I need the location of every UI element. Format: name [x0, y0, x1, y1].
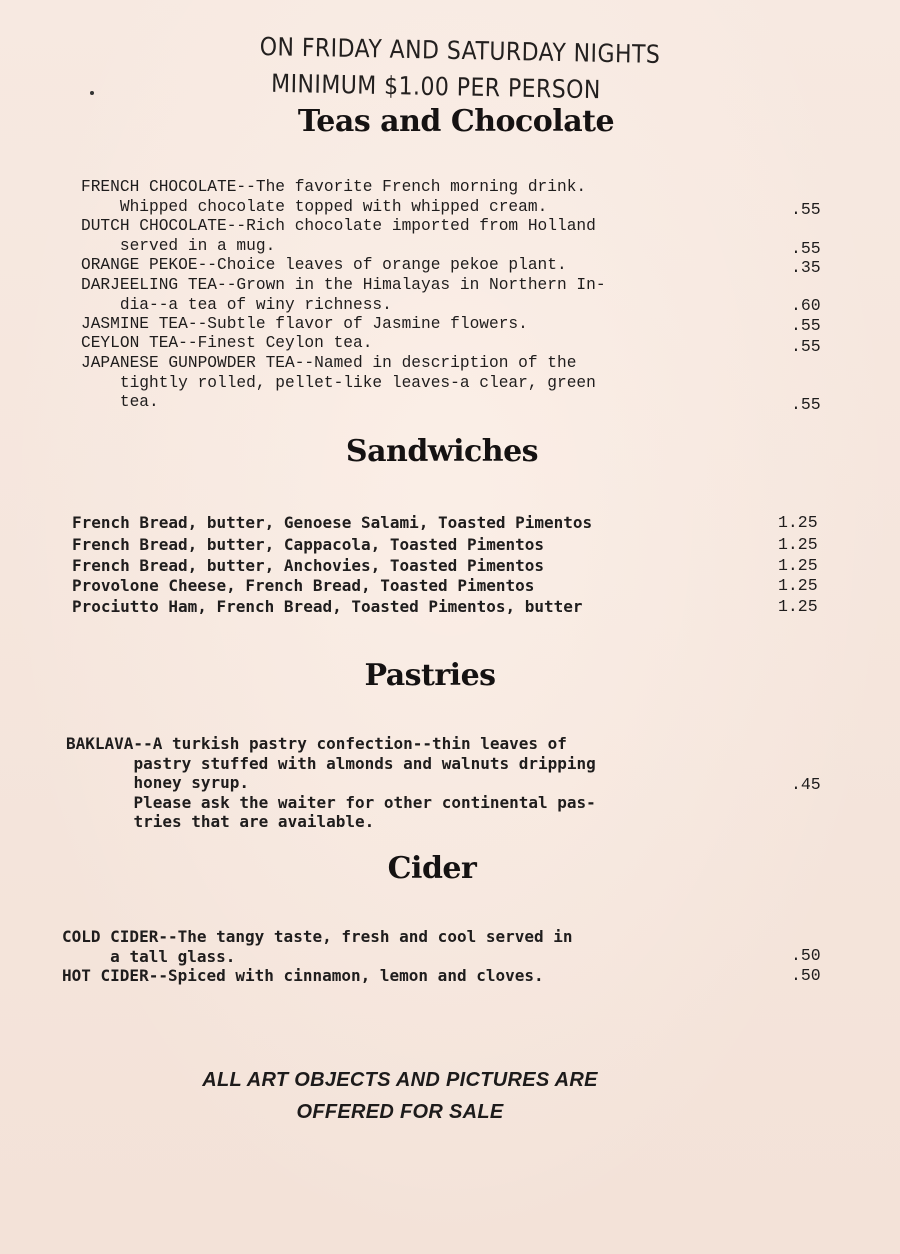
- minimum-notice-line2: MINIMUM $1.00 PER PERSON: [270, 68, 602, 105]
- ink-dot: [90, 91, 94, 95]
- price-japanese-gunpowder-tea: .55: [791, 395, 821, 414]
- menu-item-jasmine-tea: JASMINE TEA--Subtle flavor of Jasmine flowers.: [81, 315, 528, 333]
- price-anchovies: 1.25: [778, 556, 818, 575]
- minimum-notice-line1: ON FRIDAY AND SATURDAY NIGHTS: [259, 32, 661, 69]
- price-jasmine-tea: .55: [791, 316, 821, 335]
- menu-item-darjeeling-tea: DARJEELING TEA--Grown in the Himalayas in Northern In- dia--a tea of winy richness.: [81, 276, 606, 314]
- footer-line2: OFFERED FOR SALE: [296, 1101, 504, 1123]
- menu-item-baklava: BAKLAVA--A turkish pastry confection--thin leaves of pastry stuffed with almonds and walnuts dripping honey syrup. Please ask the waiter for other continental pas- tries that are available.: [66, 734, 596, 831]
- price-genoese-salami: 1.25: [778, 513, 818, 532]
- price-provolone: 1.25: [778, 576, 818, 595]
- section-title-cider: Cider: [387, 851, 477, 886]
- footer-line1: ALL ART OBJECTS AND PICTURES ARE: [202, 1069, 598, 1091]
- menu-item-japanese-gunpowder-tea: JAPANESE GUNPOWDER TEA--Named in description of the tightly rolled, pellet-like leaves-a clear, green tea.: [81, 354, 596, 411]
- sandwich-provolone: Provolone Cheese, French Bread, Toasted Pimentos: [72, 576, 535, 595]
- price-dutch-chocolate: .55: [791, 239, 821, 258]
- section-title-teas: Teas and Chocolate: [297, 104, 615, 139]
- price-baklava: .45: [791, 775, 821, 794]
- sandwich-cappacola: French Bread, butter, Cappacola, Toasted Pimentos: [72, 535, 545, 554]
- menu-item-ceylon-tea: CEYLON TEA--Finest Ceylon tea.: [81, 334, 373, 352]
- price-french-chocolate: .55: [791, 200, 821, 219]
- price-prociutto-ham: 1.25: [778, 597, 818, 616]
- price-darjeeling-tea: .60: [791, 296, 821, 315]
- price-ceylon-tea: .55: [791, 337, 821, 356]
- menu-item-orange-pekoe: ORANGE PEKOE--Choice leaves of orange pekoe plant.: [81, 256, 567, 274]
- section-title-sandwiches: Sandwiches: [345, 434, 539, 469]
- price-cappacola: 1.25: [778, 535, 818, 554]
- price-hot-cider: .50: [791, 966, 821, 985]
- menu-item-cold-cider: COLD CIDER--The tangy taste, fresh and cool served in a tall glass.: [62, 927, 573, 966]
- menu-item-dutch-chocolate: DUTCH CHOCOLATE--Rich chocolate imported from Holland served in a mug.: [81, 217, 596, 255]
- sandwich-genoese-salami: French Bread, butter, Genoese Salami, Toasted Pimentos: [72, 513, 593, 532]
- menu-item-hot-cider: HOT CIDER--Spiced with cinnamon, lemon and cloves.: [62, 966, 544, 985]
- sandwich-prociutto-ham: Prociutto Ham, French Bread, Toasted Pimentos, butter: [72, 597, 583, 616]
- menu-item-french-chocolate: FRENCH CHOCOLATE--The favorite French morning drink. Whipped chocolate topped with whipped cream.: [81, 178, 587, 216]
- price-orange-pekoe: .35: [791, 258, 821, 277]
- sandwich-anchovies: French Bread, butter, Anchovies, Toasted Pimentos: [72, 556, 545, 575]
- section-title-pastries: Pastries: [364, 658, 496, 693]
- price-cold-cider: .50: [791, 946, 821, 965]
